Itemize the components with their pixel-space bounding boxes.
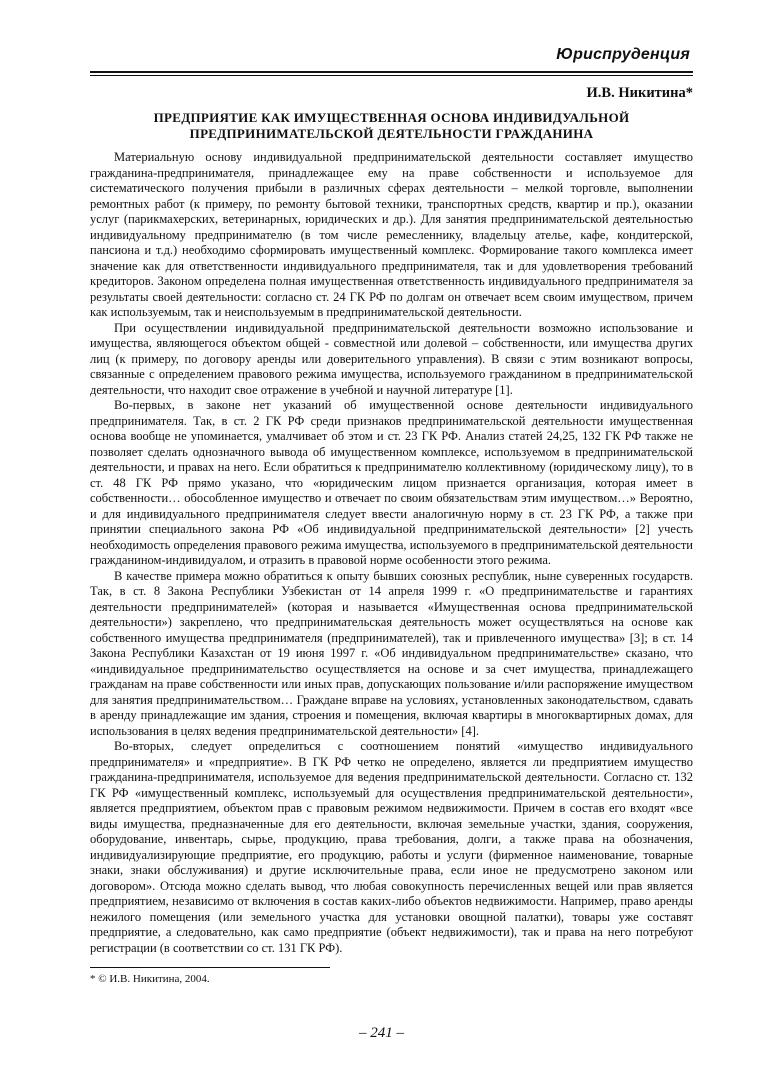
page-number: – 241 – [359, 1025, 404, 1041]
paragraph: Во-первых, в законе нет указаний об имущественной основе деятельности индивидуального предпринимателя. Так, в ст. 2 ГК РФ среди признаков предпринимательской деятельности имущественная основа вообще не упоминается, умалчивает об этом и ст. 23 ГК РФ. Анализ статей 24,25, 132 ГК РФ также не позволяет сделать однозначного вывода об имущественном комплексе, используемом в предпринимательской деятельности, и правах на него. Если обратиться к предпринимателю коллективному (юридическому лицу), то в ст. 48 ГК РФ прямо указано, что «юридическим лицом признается организация, которая имеет в собственности… обособленное имущество и отвечает по своим обязательствам этим имуществом…» Вероятно, и для индивидуального предпринимателя следует ввести аналогичную норму в ст. 23 ГК РФ, а также при принятии специального закона РФ «Об индивидуальной предпринимательской деятельности» [2] учесть необходимость определения правового режима имущества, используемого в предпринимательской деятельности гражданином-индивидуалом, и отразить в правовой норме особенности этого режима. [90, 398, 693, 567]
header-rule [90, 71, 693, 73]
title-line-1: ПРЕДПРИЯТИЕ КАК ИМУЩЕСТВЕННАЯ ОСНОВА ИНДИВИДУАЛЬНОЙ [153, 110, 630, 125]
section-label: Юриспруденция [556, 46, 690, 63]
article-title [90, 110, 693, 142]
paragraph: Во-вторых, следует определиться с соотношением понятий «имущество индивидуального предпринимателя» и «предприятие». В ГК РФ четко не определено, является ли предприятием имущество гражданина-предпринимателя, используемое для ведения предпринимательской деятельности. Согласно ст. 132 ГК РФ «имущественный комплекс, используемый для осуществления предпринимательской деятельности», является предприятием, объектом прав с правовым режимом недвижимости. Причем в состав его входят «все виды имущества, предназначенные для его деятельности, включая земельные участки, здания, сооружения, оборудование, инвентарь, сырье, продукцию, права требования, долги, а также права на обозначения, индивидуализирующие предприятие, его продукцию, работы и услуги (фирменное наименование, товарные знаки, знаки обслуживания) и другие исключительные права, если иное не предусмотрено законом или договором». Отсюда можно сделать вывод, что любая совокупность перечисленных вещей или прав является предприятием, независимо от включения в состав каких-либо объектов недвижимости. Например, право аренды нежилого помещения (или земельного участка для установки овощной палатки), товары уже составят предприятие, а следовательно, как само предприятие (объект недвижимости), так и права на него потребуют регистрации (в соответствии со ст. 131 ГК РФ). [90, 739, 693, 955]
author-name: И.В. Никитина* [586, 85, 693, 101]
paragraph: Материальную основу индивидуальной предпринимательской деятельности составляет имущество гражданина-предпринимателя, принадлежащее ему на праве собственности и используемое для систематического получения прибыли в различных сферах деятельности – мелкой торговле, выполнении ремонтных работ (к примеру, по ремонту бытовой техники, транспортных средств, квартир и пр.), оказании услуг (парикмахерских, ветеринарных, юридических и др.). Для занятия предпринимательской деятельностью индивидуальному предпринимателю (в том числе ремесленнику, владельцу ателье, кафе, кондитерской, пансиона и т.д.) необходимо сформировать имущественный комплекс. Формирование такого комплекса имеет значение как для ответственности индивидуального предпринимателя, так и для удовлетворения требований кредиторов. Законом определена полная имущественная ответственность индивидуального предпринимателя за результаты своей деятельности: согласно ст. 24 ГК РФ по долгам он отвечает всем своим имуществом, причем как используемым, так и неиспользуемым в предпринимательской деятельности. [90, 150, 693, 319]
paragraph: При осуществлении индивидуальной предпринимательской деятельности возможно использование и имущества, являющегося объектом общей - совместной или долевой – собственности, или имущества других лиц (к примеру, по договору аренды или доверительного управления). В связи с этим возникают вопросы, связанные с определением правового режима имущества, используемого гражданином в предпринимательской деятельности, что находит свое отражение в учебной и научной литературе [1]. [90, 320, 693, 397]
footnote-rule [90, 967, 330, 968]
paragraph: В качестве примера можно обратиться к опыту бывших союзных республик, ныне суверенных государств. Так, в ст. 8 Закона Республики Узбекистан от 14 апреля 1999 г. «О предпринимательстве и гарантиях деятельности предпринимателей» (которая и называется «Имущественная основа предпринимательской деятельности») закреплено, что предпринимательская деятельность может осуществляться на основе как собственного имущества предпринимателя (предпринимателей), так и привлеченного имущества» [3]; в ст. 14 Закона Республики Казахстан от 19 июня 1997 г. «Об индивидуальном предпринимательстве» сказано, что «индивидуальное предпринимательство осуществляется на основе и за счет имущества, принадлежащего гражданам на праве собственности или иных прав, допускающих пользование и/или распоряжение имуществом для занятия предпринимательством… Граждане вправе на условиях, установленных законодательством, сдавать в аренду принадлежащие им здания, строения и помещения, включая квартиры в многоквартирных домах, для использования в целях ведения предпринимательской деятельности» [4]. [90, 568, 693, 738]
article-body [90, 150, 693, 956]
header-rule-thin [90, 75, 693, 76]
footnote: * © И.В. Никитина, 2004. [90, 973, 210, 985]
title-line-2: ПРЕДПРИНИМАТЕЛЬСКОЙ ДЕЯТЕЛЬНОСТИ ГРАЖДАНИНА [189, 126, 594, 141]
